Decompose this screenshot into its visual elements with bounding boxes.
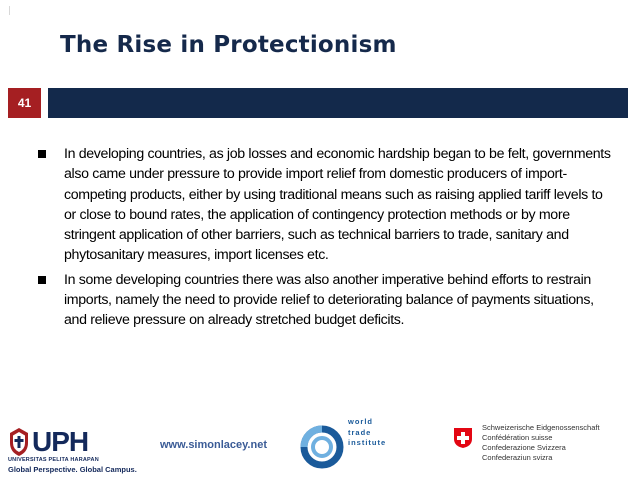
slide-title: The Rise in Protectionism bbox=[60, 32, 397, 58]
wti-logo bbox=[300, 415, 390, 477]
uph-crest-icon bbox=[8, 427, 30, 457]
bullet-item bbox=[38, 144, 618, 266]
wti-circle-icon bbox=[300, 425, 344, 469]
wti-text bbox=[348, 417, 388, 449]
swiss-line: Confederaziun svizra bbox=[482, 453, 553, 462]
uph-name: UPH bbox=[32, 426, 89, 457]
swiss-text bbox=[482, 423, 600, 463]
swiss-line: Confédération suisse bbox=[482, 433, 553, 442]
footer bbox=[0, 415, 638, 479]
square-bullet-icon bbox=[38, 150, 46, 158]
uph-tagline: Global Perspective. Global Campus. bbox=[8, 465, 137, 474]
title-bar bbox=[48, 88, 628, 118]
bullet-text: In developing countries, as job losses and economic hardship began to be felt, governments also came under pressure to provide import relief from domestic producers of import-competing products, either by using traditional means such as raising applied tariff levels to or close to bound rates, the application of contingency protection methods or by more stringent application of other barriers, such as technical barriers to trade, sanitary and phytosanitary measures, import licenses etc. bbox=[64, 146, 611, 264]
swiss-line: Confederazione Svizzera bbox=[482, 443, 566, 452]
uph-university: UNIVERSITAS PELITA HARAPAN bbox=[8, 457, 99, 463]
swiss-confederation-logo bbox=[452, 425, 632, 475]
uph-logo bbox=[8, 427, 158, 475]
square-bullet-icon bbox=[38, 276, 46, 284]
wti-line: world bbox=[348, 417, 373, 426]
swiss-flag-icon bbox=[452, 427, 474, 449]
slide-number: 41 bbox=[8, 88, 41, 118]
wti-line: trade bbox=[348, 427, 372, 437]
swiss-line: Schweizerische Eidgenossenschaft bbox=[482, 423, 600, 432]
bullet-list bbox=[38, 144, 618, 335]
wti-line: institute bbox=[348, 438, 387, 447]
bullet-item bbox=[38, 270, 618, 331]
corner-mark bbox=[9, 6, 13, 15]
website-link[interactable]: www.simonlacey.net bbox=[160, 439, 267, 451]
bullet-text: In some developing countries there was also another imperative behind efforts to restrain imports, namely the need to provide relief to deteriorating balance of payments situations, and relieve pressure on already stretched budget deficits. bbox=[64, 271, 594, 329]
